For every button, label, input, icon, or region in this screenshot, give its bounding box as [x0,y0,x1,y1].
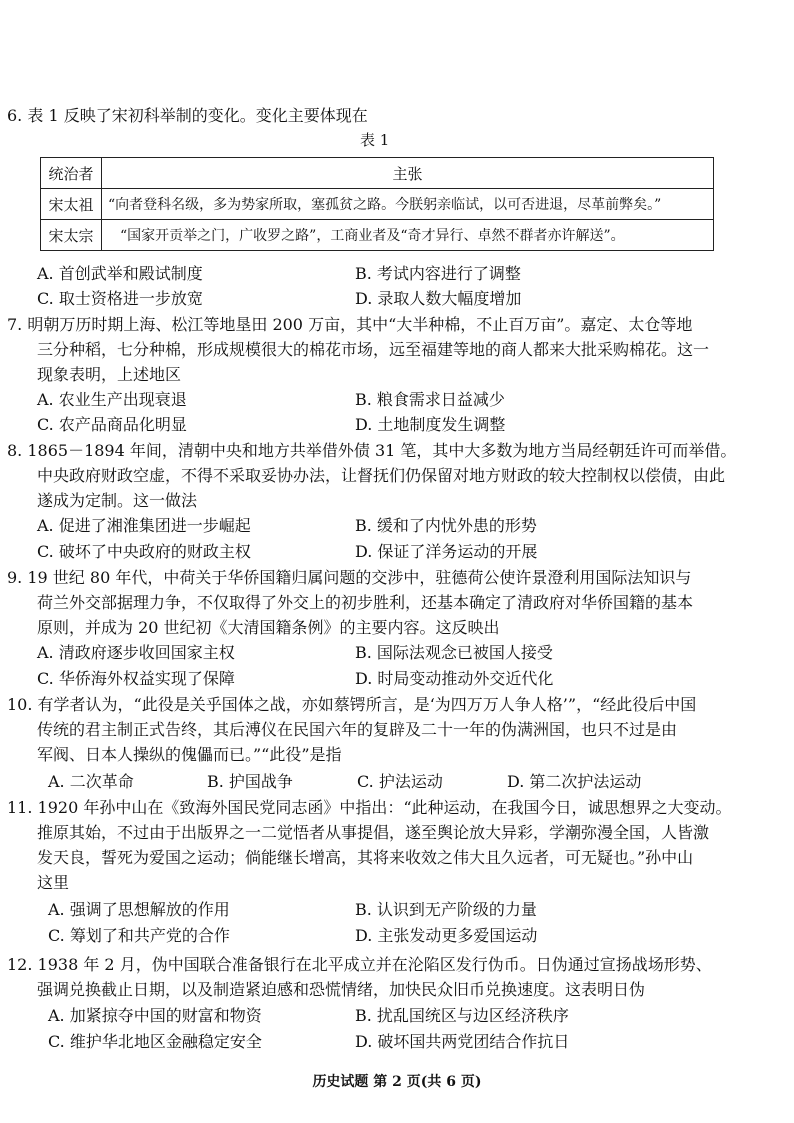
q6-option-a: A. 首创武举和殿试制度 [37,264,203,283]
q12-line: 12. 1938 年 2 月，伪中国联合准备银行在北平成立并在沦陷区发行伪币。日伪通过宣扬战场形势、 [7,955,712,974]
q9-option-d: D. 时局变动推动外交近代化 [355,669,554,688]
q10-option-a: A. 二次革命 [48,772,134,791]
q11-line: 这里 [37,873,70,892]
table-header-claim: 主张 [102,158,714,189]
table-row [41,189,714,220]
q11-line: 发天良，誓死为爱国之运动；倘能继长增高，其将来收效之伟大且久远者，可无疑也。”孙中山 [37,848,694,867]
q10-option-b: B. 护国战争 [207,772,293,791]
q10-line: 军阀、日本人操纵的傀儡而已。”“此役”是指 [37,745,342,764]
q9-option-a: A. 清政府逐步收回国家主权 [37,643,235,662]
q8-line: 中央政府财政空虚，不得不采取妥协办法，让督抚们仍保留对地方财政的较大控制权以偿债，由此 [37,466,726,485]
q7-line: 现象表明，上述地区 [37,365,182,384]
q8-option-a: A. 促进了湘淮集团进一步崛起 [37,516,251,535]
table-caption: 表 1 [360,131,390,149]
table-header-row [41,158,714,189]
table-cell: “国家开贡举之门，广收罗之路”，工商业者及“奇才异行、卓然不群者亦许解送”。 [102,220,714,251]
q11-option-c: C. 筹划了和共产党的合作 [48,926,230,945]
q12-option-a: A. 加紧掠夺中国的财富和物资 [48,1006,262,1025]
q8-option-d: D. 保证了洋务运动的开展 [355,542,538,561]
q6-option-d: D. 录取人数大幅度增加 [355,289,522,308]
q10-option-d: D. 第二次护法运动 [507,772,642,791]
table-row [41,220,714,251]
table-cell: 宋太宗 [41,220,102,251]
q10-line: 10. 有学者认为，“此役是关乎国体之战，亦如蔡锷所言，是‘为四万万人争人格’”，“经此役后中国 [7,695,697,714]
table-header-ruler: 统治者 [41,158,102,189]
q7-line: 三分种稻，七分种棉，形成规模很大的棉花市场，远至福建等地的商人都来大批采购棉花。这一 [37,340,710,359]
table-cell: 宋太祖 [41,189,102,220]
q6-option-b: B. 考试内容进行了调整 [355,264,521,283]
q11-option-a: A. 强调了思想解放的作用 [48,900,230,919]
q12-option-d: D. 破坏国共两党团结合作抗日 [355,1032,570,1051]
q8-option-c: C. 破坏了中央政府的财政主权 [37,542,251,561]
q12-line: 强调兑换截止日期，以及制造紧迫感和恐慌情绪，加快民众旧币兑换速度。这表明日伪 [37,980,646,999]
q6-table [40,157,714,251]
page-footer: 历史试题 第 2 页(共 6 页) [312,1074,482,1090]
q9-line: 荷兰外交部据理力争，不仅取得了外交上的初步胜利，还基本确定了清政府对华侨国籍的基本 [37,593,694,612]
q9-option-b: B. 国际法观念已被国人接受 [355,643,553,662]
q6-stem: 6. 表 1 反映了宋初科举制的变化。变化主要体现在 [7,106,368,125]
q7-option-d: D. 土地制度发生调整 [355,415,506,434]
q7-option-c: C. 农产品商品化明显 [37,415,187,434]
q9-line: 原则，并成为 20 世纪初《大清国籍条例》的主要内容。这反映出 [37,618,500,637]
q9-line: 9. 19 世纪 80 年代，中荷关于华侨国籍归属问题的交涉中，驻德荷公使许景澄利用国际法知识与 [7,568,692,587]
q7-line: 7. 明朝万历时期上海、松江等地垦田 200 万亩，其中“大半种棉，不止百万亩”。嘉定、太仓等地 [7,315,693,334]
q8-line: 8. 1865－1894 年间，清朝中央和地方共举借外债 31 笔，其中大多数为地方当局经朝廷许可而举借。 [7,441,737,460]
q11-line: 11. 1920 年孙中山在《致海外国民党同志函》中指出：“此种运动，在我国今日，诚思想界之大变动。 [7,798,732,817]
q10-option-c: C. 护法运动 [357,772,443,791]
q7-option-a: A. 农业生产出现衰退 [37,390,187,409]
table-cell: “向者登科名级，多为势家所取，塞孤贫之路。今朕躬亲临试，以可否进退，尽革前弊矣。” [102,189,714,220]
q11-option-d: D. 主张发动更多爱国运动 [355,926,538,945]
q12-option-b: B. 扰乱国统区与边区经济秩序 [355,1006,569,1025]
q11-option-b: B. 认识到无产阶级的力量 [355,900,537,919]
q10-line: 传统的君主制正式告终，其后溥仪在民国六年的复辟及二十一年的伪满洲国，也只不过是由 [37,720,678,739]
q12-option-c: C. 维护华北地区金融稳定安全 [48,1032,262,1051]
q8-option-b: B. 缓和了内忧外患的形势 [355,516,537,535]
q9-option-c: C. 华侨海外权益实现了保障 [37,669,235,688]
q6-option-c: C. 取士资格进一步放宽 [37,289,203,308]
q11-line: 推原其始，不过由于出版界之一二觉悟者从事提倡，遂至舆论放大异彩，学潮弥漫全国，人皆激 [37,823,710,842]
q7-option-b: B. 粮食需求日益减少 [355,390,505,409]
q8-line: 遂成为定制。这一做法 [37,491,198,510]
